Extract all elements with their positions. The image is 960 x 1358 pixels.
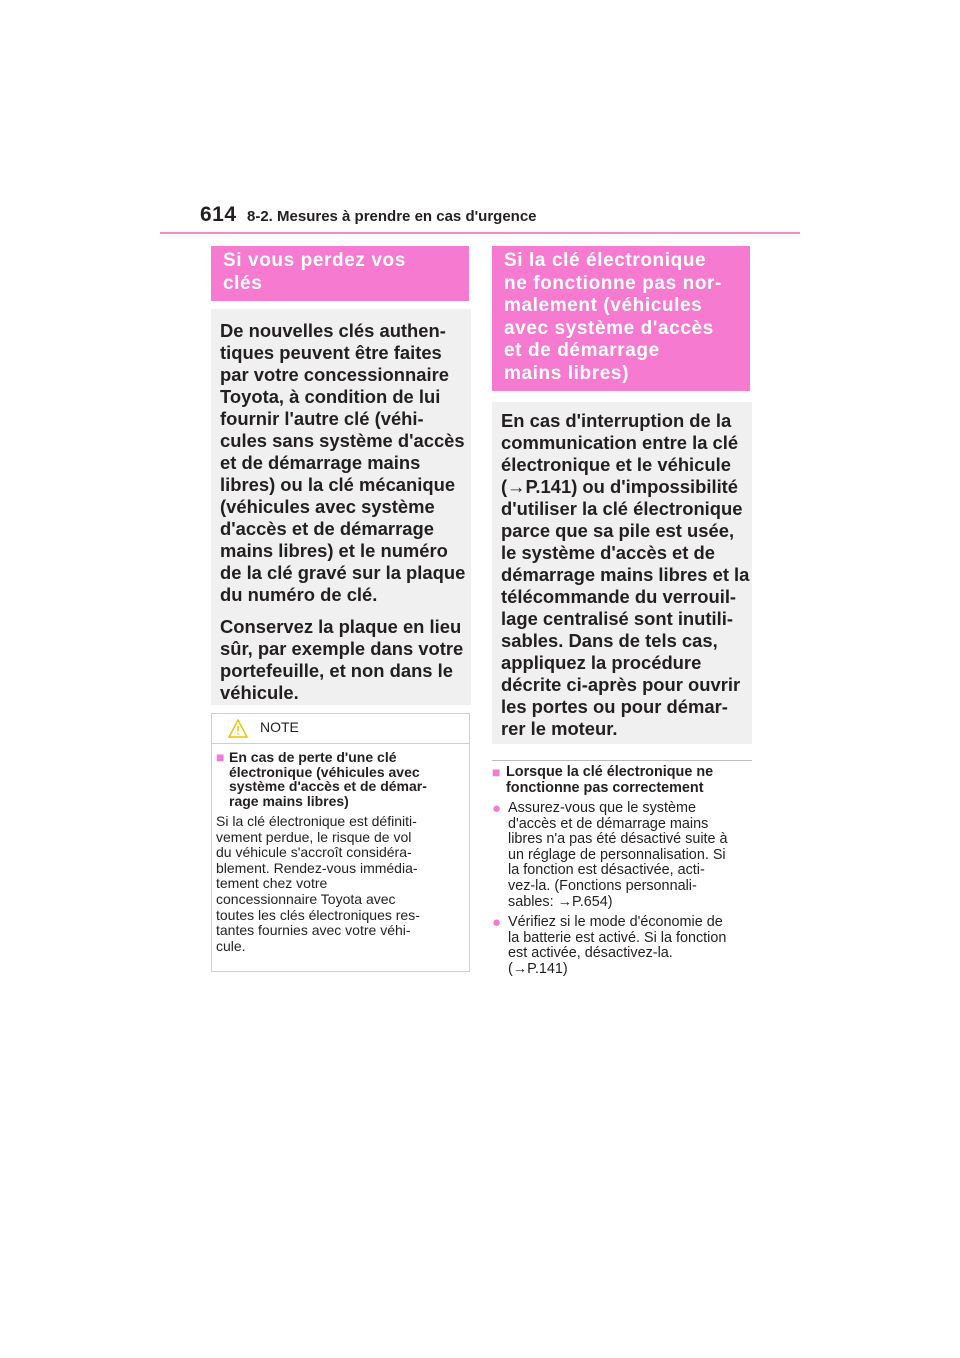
panel-paragraph: De nouvelles clés authen- tiques peuvent être faites par votre concessionnaire Toyota, à condition de lui fournir l'autre clé (véhi- cules sans système d'accès et de démarrage mains libres) ou la clé mécanique (véhicules avec système d'accès et de démarrage mains libres) et le numéro de la clé gravé sur la plaque du numéro de clé.: [220, 320, 466, 605]
list-item: ● Vérifiez si le mode d'économie de la batterie est activé. Si la fonction est activée, désactivez-la. (→P.141): [492, 914, 727, 977]
page-number: 614: [200, 203, 237, 226]
title-line: clés: [223, 272, 263, 294]
sub-heading: ■ Lorsque la clé électronique ne fonctionne pas correctement: [492, 764, 714, 796]
section-divider: [492, 760, 752, 761]
note-box: [211, 713, 470, 972]
running-header: 8-2. Mesures à prendre en cas d'urgence: [247, 208, 537, 225]
title-line: et de démarrage: [504, 340, 660, 361]
info-panel-lost-keys: [211, 309, 471, 705]
troubleshooting-section: [492, 765, 754, 978]
info-panel-key-malfunction: [492, 402, 752, 744]
title-line: malement (véhicules: [504, 295, 703, 316]
note-label: NOTE: [260, 719, 299, 735]
title-line: ne fonctionne pas nor-: [504, 272, 722, 294]
square-bullet-icon: ■: [216, 749, 225, 765]
title-line: avec système d'accès: [504, 317, 714, 339]
header-rule: [160, 232, 800, 234]
square-bullet-icon: ■: [492, 764, 501, 780]
title-line: mains libres): [504, 362, 630, 384]
note-content: [212, 744, 469, 954]
bullet-dot-icon: ●: [492, 914, 502, 932]
note-body: Si la clé électronique est définiti- vement perdue, le risque de vol du véhicule s'accroît considéra- blement. Rendez-vous immédia- tement chez votre concessionnaire Toyota avec toutes les clés électroniques res- tantes fournies avec votre véhi- cule.: [216, 813, 420, 954]
title-line: Si vous perdez vos: [223, 250, 406, 271]
panel-paragraph: En cas d'interruption de la communication entre la clé électronique et le véhicule (→P.141) ou d'impossibilité d'utiliser la clé électronique parce que sa pile est usée, le système d'accès et de démarrage mains libres et la télécommande du verrouil- lage centralisé sont inutili- sables. Dans de tels cas, appliquez la procédure décrite ci-après pour ouvrir les portes ou pour démar- rer le moteur.: [501, 410, 750, 739]
note-heading: ■ En cas de perte d'une clé électronique (véhicules avec système d'accès et de démar- rage mains libres): [216, 749, 427, 809]
note-header: [212, 714, 469, 744]
list-item: ● Assurez-vous que le système d'accès et de démarrage mains libres n'a pas été désactivé suite à un réglage de personnalisation. Si la fonction est désactivée, acti- vez-la. (Fonctions personnali- sables: →P.654): [492, 800, 728, 910]
bullet-dot-icon: ●: [492, 800, 502, 817]
panel-paragraph: Conservez la plaque en lieu sûr, par exemple dans votre portefeuille, et non dans le véhicule.: [220, 616, 464, 703]
title-line: Si la clé électronique: [504, 250, 707, 271]
section-title-lost-keys: [211, 246, 469, 301]
warning-icon: [228, 719, 248, 738]
section-title-key-malfunction: [492, 246, 750, 391]
